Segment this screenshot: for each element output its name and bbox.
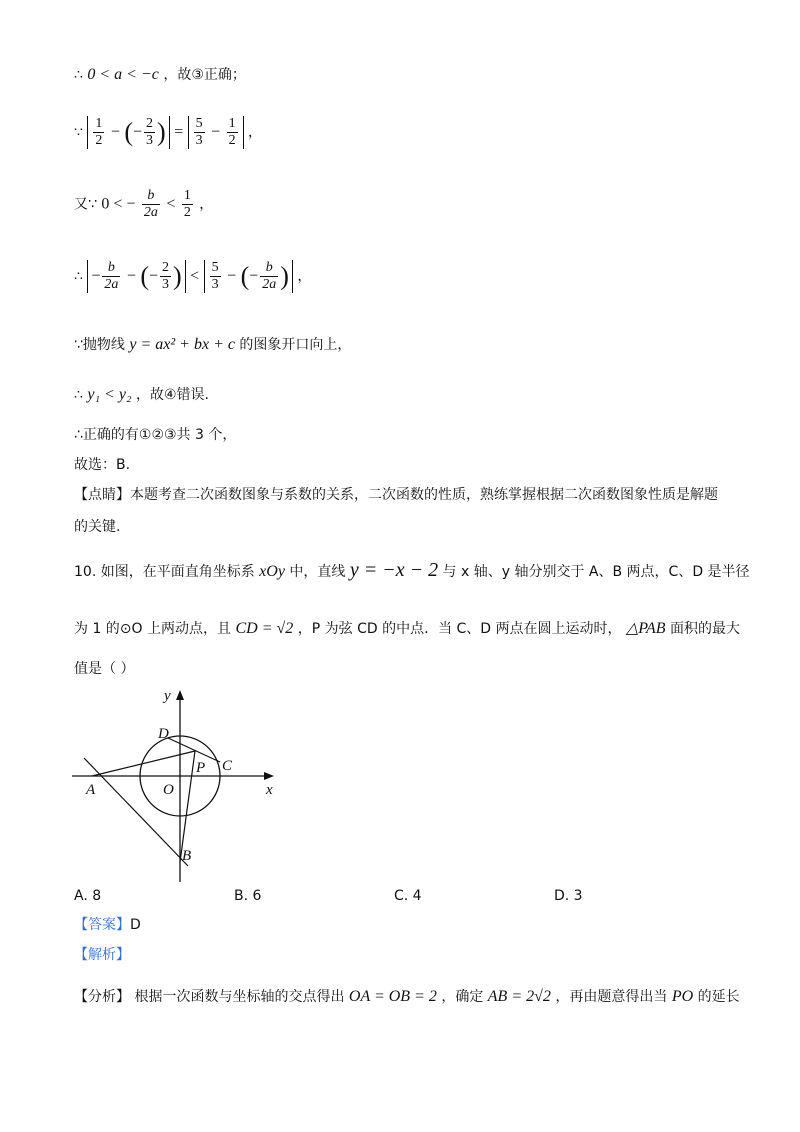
fenxi-text-c: ，再由题意得出当 bbox=[555, 989, 668, 1005]
line-6-text: ，故④错误. bbox=[135, 387, 209, 403]
line-7: ∴正确的有①②③共 3 个， bbox=[74, 427, 237, 443]
fenxi-tag: 【分析】 bbox=[74, 989, 130, 1005]
question-line-2 bbox=[74, 618, 740, 640]
frac-2-3-2: $\frac{2}{3}$ bbox=[162, 260, 170, 293]
abs-expr-left: $\frac{1}{2}$ − (− $\frac{2}{3}$ ) bbox=[87, 116, 169, 149]
answer-value: D bbox=[130, 917, 141, 933]
frac-5-3: $\frac{5}{3}$ bbox=[195, 116, 203, 149]
q2-text-a: 为 1 的⊙O 上两动点，且 bbox=[74, 621, 232, 637]
frac-b-2a-3: $\frac{b}{2a}$ bbox=[262, 260, 277, 293]
fenxi-eq-po: PO bbox=[671, 988, 694, 1005]
answer-line bbox=[74, 916, 141, 936]
analysis-tag: 【解析】 bbox=[74, 947, 130, 963]
frac-5-3-2: $\frac{5}{3}$ bbox=[211, 260, 219, 293]
line-4: ∴ − $\frac{b}{2a}$ − (− $\frac{2}{3}$ ) < $\frac{5}{3}$ − (− $\frac{b}{2a}$ ) ， bbox=[74, 260, 312, 293]
label-o: O bbox=[163, 782, 174, 798]
question-line-1 bbox=[74, 556, 750, 584]
question-line-3: 值是（ ） bbox=[74, 661, 135, 677]
label-x: x bbox=[266, 782, 273, 798]
q1-xoy: xOy bbox=[259, 563, 285, 580]
option-d: D. 3 bbox=[554, 888, 583, 904]
frac-1-2: $\frac{1}{2}$ bbox=[95, 116, 103, 149]
fenxi-text-b: ，确定 bbox=[441, 989, 484, 1005]
label-c: C bbox=[222, 758, 233, 774]
line-8: 故选：B. bbox=[74, 457, 131, 473]
line-equation: y = −x − 2 bbox=[349, 559, 439, 581]
fenxi-text-a: 根据一次函数与坐标轴的交点得出 bbox=[134, 989, 345, 1005]
therefore-symbol-3: ∴ bbox=[74, 387, 83, 403]
triangle-pab: △PAB bbox=[626, 620, 666, 637]
fenxi-text-d: 的延长 bbox=[697, 989, 740, 1005]
y-axis-arrow-icon bbox=[176, 690, 184, 700]
analysis-line bbox=[74, 946, 130, 966]
q2-text-b: ，P 为弦 CD 的中点．当 C、D 两点在圆上运动时， bbox=[297, 621, 622, 637]
q2-text-c: 面积的最大 bbox=[670, 621, 741, 637]
line-5 bbox=[74, 334, 351, 356]
option-a: A. 8 bbox=[74, 888, 102, 904]
q1-text-b: 中，直线 bbox=[289, 564, 346, 580]
option-b: B. 6 bbox=[234, 888, 262, 904]
frac-1-2c: $\frac{1}{2}$ bbox=[183, 188, 191, 221]
y1-lt-y2: y₁ < y₂ bbox=[87, 386, 132, 403]
fenxi-eq-oa-ob: OA = OB = 2 bbox=[348, 988, 437, 1005]
label-d: D bbox=[158, 726, 169, 742]
geometry-figure bbox=[70, 686, 300, 886]
cd-length: CD = √2 bbox=[235, 620, 294, 637]
inequality-0-a-c: 0 < a < −c bbox=[87, 66, 159, 83]
line-1 bbox=[74, 64, 246, 86]
line-5-prefix: ∵抛物线 bbox=[74, 337, 125, 353]
line-1-text: ，故③正确； bbox=[163, 67, 246, 83]
line-9: 【点睛】本题考查二次函数图象与系数的关系，二次函数的性质，熟练掌握根据二次函数图象性质是解题 bbox=[74, 487, 718, 503]
label-b: B bbox=[182, 848, 192, 864]
line-3-text: ， bbox=[199, 196, 214, 213]
frac-1-2b: $\frac{1}{2}$ bbox=[228, 116, 236, 149]
fenxi-eq-ab: AB = 2√2 bbox=[487, 988, 551, 1005]
q1-text-c: 与 x 轴、y 轴分别交于 A、B 两点，C、D 是半径 bbox=[442, 564, 750, 580]
abs-expr-l4-left: − $\frac{b}{2a}$ − (− $\frac{2}{3}$ ) bbox=[87, 260, 185, 293]
abs-expr-l4-right: $\frac{5}{3}$ − (− $\frac{b}{2a}$ ) bbox=[204, 260, 293, 293]
answer-options bbox=[74, 888, 714, 904]
line-10: 的关键. bbox=[74, 519, 121, 535]
frac-2-3: $\frac{2}{3}$ bbox=[146, 116, 154, 149]
option-c: C. 4 bbox=[394, 888, 422, 904]
therefore-symbol: ∴ bbox=[74, 67, 83, 83]
therefore-symbol-2: ∴ bbox=[74, 268, 83, 285]
label-p: P bbox=[196, 760, 206, 776]
line-5-text: 的图象开口向上， bbox=[239, 337, 352, 353]
label-a: A bbox=[86, 782, 96, 798]
segment-pb bbox=[180, 751, 195, 862]
line-3: 又∵ 0 < − $\frac{b}{2a}$ < $\frac{1}{2}$ ， bbox=[74, 188, 214, 221]
frac-b-2a-2: $\frac{b}{2a}$ bbox=[104, 260, 119, 293]
line-4-text: ， bbox=[297, 268, 312, 285]
answer-tag: 【答案】 bbox=[74, 917, 130, 933]
line-3-prefix: 又∵ bbox=[74, 196, 97, 213]
q1-text-a: 10. 如图，在平面直角坐标系 bbox=[74, 564, 255, 580]
line-2-text: ， bbox=[248, 124, 263, 141]
because-symbol: ∵ bbox=[74, 124, 83, 141]
fenxi-line bbox=[74, 986, 740, 1008]
line-2: ∵ $\frac{1}{2}$ − (− $\frac{2}{3}$ ) = $\frac{5}{3}$ − $\frac{1}{2}$ ， bbox=[74, 116, 263, 149]
line-6 bbox=[74, 384, 209, 406]
frac-b-2a: $\frac{b}{2a}$ bbox=[143, 188, 158, 221]
label-y: y bbox=[164, 688, 171, 704]
parabola-equation: y = ax² + bx + c bbox=[129, 336, 235, 353]
abs-expr-right: $\frac{5}{3}$ − $\frac{1}{2}$ bbox=[188, 116, 244, 149]
x-axis-arrow-icon bbox=[264, 772, 274, 780]
